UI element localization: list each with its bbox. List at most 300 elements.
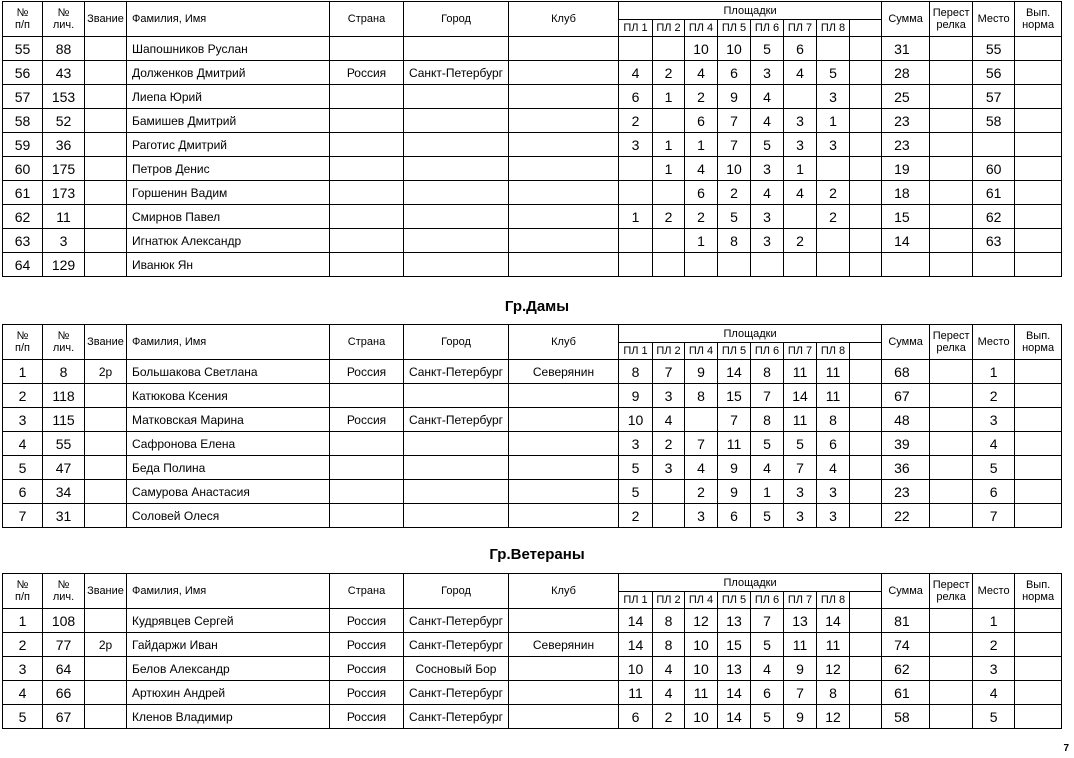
cell-court-score: 10 xyxy=(619,408,653,432)
cell-replay xyxy=(930,229,973,253)
cell-court-score xyxy=(653,181,685,205)
cell-rank xyxy=(85,705,127,729)
cell-replay xyxy=(930,408,973,432)
cell-court-score: 9 xyxy=(718,480,751,504)
cell-country xyxy=(330,432,404,456)
cell-city xyxy=(404,205,509,229)
header-row xyxy=(3,325,1062,343)
cell-court-score: 6 xyxy=(619,85,653,109)
col-header-court: ПЛ 7 xyxy=(784,592,817,609)
cell-rank xyxy=(85,61,127,85)
cell-court-score: 3 xyxy=(653,384,685,408)
cell-court-score: 5 xyxy=(817,61,850,85)
cell-city: Санкт-Петербург xyxy=(404,681,509,705)
cell-replay xyxy=(930,360,973,384)
cell-id: 88 xyxy=(43,37,85,61)
cell-court-score: 12 xyxy=(685,609,718,633)
cell-num: 5 xyxy=(3,456,43,480)
cell-num: 1 xyxy=(3,609,43,633)
cell-rank xyxy=(85,480,127,504)
cell-court-blank xyxy=(850,609,882,633)
cell-court-score: 12 xyxy=(817,705,850,729)
cell-country xyxy=(330,384,404,408)
cell-court-score: 7 xyxy=(751,384,784,408)
cell-club xyxy=(509,157,619,181)
cell-court-score: 12 xyxy=(817,657,850,681)
cell-norm xyxy=(1015,37,1062,61)
col-header-club: Клуб xyxy=(509,325,619,360)
cell-court-score: 5 xyxy=(751,432,784,456)
cell-norm xyxy=(1015,181,1062,205)
table-row xyxy=(3,384,1062,408)
col-header-place: Место xyxy=(973,574,1015,609)
col-header-court: ПЛ 7 xyxy=(784,343,817,360)
cell-replay xyxy=(930,705,973,729)
cell-court-score xyxy=(685,253,718,277)
cell-court-score: 2 xyxy=(653,205,685,229)
cell-city: Санкт-Петербург xyxy=(404,61,509,85)
cell-court-score: 6 xyxy=(718,61,751,85)
cell-court-score: 11 xyxy=(817,384,850,408)
cell-city xyxy=(404,133,509,157)
cell-num: 58 xyxy=(3,109,43,133)
cell-rank xyxy=(85,456,127,480)
cell-place: 6 xyxy=(973,480,1015,504)
cell-court-score: 6 xyxy=(751,681,784,705)
cell-court-score: 3 xyxy=(653,456,685,480)
cell-court-score: 2 xyxy=(653,432,685,456)
cell-city: Санкт-Петербург xyxy=(404,360,509,384)
cell-court-score: 10 xyxy=(619,657,653,681)
col-header-sum: Сумма xyxy=(882,2,930,37)
cell-court-score: 2 xyxy=(784,229,817,253)
cell-court-score: 14 xyxy=(619,633,653,657)
col-header-city: Город xyxy=(404,325,509,360)
cell-club xyxy=(509,109,619,133)
cell-norm xyxy=(1015,633,1062,657)
cell-court-score xyxy=(817,157,850,181)
cell-court-score: 10 xyxy=(685,37,718,61)
cell-court-score: 2 xyxy=(619,504,653,528)
col-header-name: Фамилия, Имя xyxy=(127,325,330,360)
cell-num: 2 xyxy=(3,384,43,408)
cell-num: 60 xyxy=(3,157,43,181)
cell-court-score: 3 xyxy=(784,109,817,133)
group-title-veterans: Гр.Ветераны xyxy=(489,546,585,563)
cell-id: 67 xyxy=(43,705,85,729)
cell-court-score: 4 xyxy=(751,109,784,133)
header-line-2: норма xyxy=(1022,342,1055,354)
cell-country xyxy=(330,253,404,277)
cell-city xyxy=(404,480,509,504)
results-table-main xyxy=(2,1,1062,277)
cell-court-score xyxy=(619,37,653,61)
cell-court-blank xyxy=(850,705,882,729)
cell-court-score: 7 xyxy=(653,360,685,384)
cell-court-score: 10 xyxy=(718,37,751,61)
table-row xyxy=(3,85,1062,109)
cell-court-blank xyxy=(850,229,882,253)
cell-num: 61 xyxy=(3,181,43,205)
cell-court-score: 15 xyxy=(718,633,751,657)
cell-id: 52 xyxy=(43,109,85,133)
cell-name: Шапошников Руслан xyxy=(127,37,330,61)
cell-sum: 23 xyxy=(882,109,930,133)
col-header-city: Город xyxy=(404,2,509,37)
cell-country xyxy=(330,181,404,205)
cell-court-score: 11 xyxy=(784,408,817,432)
cell-court-score: 8 xyxy=(751,360,784,384)
table-row xyxy=(3,157,1062,181)
cell-court-score: 1 xyxy=(653,85,685,109)
table-row xyxy=(3,181,1062,205)
table-row xyxy=(3,61,1062,85)
cell-place: 1 xyxy=(973,360,1015,384)
table-row xyxy=(3,360,1062,384)
cell-court-score: 4 xyxy=(685,61,718,85)
cell-norm xyxy=(1015,609,1062,633)
cell-city xyxy=(404,157,509,181)
cell-sum: 19 xyxy=(882,157,930,181)
cell-court-score: 1 xyxy=(751,480,784,504)
cell-court-score: 13 xyxy=(718,609,751,633)
cell-id: 77 xyxy=(43,633,85,657)
cell-court-score: 10 xyxy=(685,705,718,729)
cell-court-score: 4 xyxy=(653,681,685,705)
cell-city: Санкт-Петербург xyxy=(404,633,509,657)
col-header-court: ПЛ 1 xyxy=(619,20,653,37)
cell-club xyxy=(509,133,619,157)
col-header-courts: Площадки xyxy=(619,2,882,20)
cell-place: 3 xyxy=(973,408,1015,432)
cell-norm xyxy=(1015,205,1062,229)
col-header-id xyxy=(43,325,85,360)
cell-court-score: 6 xyxy=(619,705,653,729)
col-header-norm xyxy=(1015,2,1062,37)
cell-court-score: 9 xyxy=(784,705,817,729)
cell-name: Иванюк Ян xyxy=(127,253,330,277)
cell-court-score: 7 xyxy=(718,109,751,133)
cell-country xyxy=(330,109,404,133)
cell-city xyxy=(404,85,509,109)
cell-id: 153 xyxy=(43,85,85,109)
col-header-court: ПЛ 4 xyxy=(685,20,718,37)
cell-name: Бамишев Дмитрий xyxy=(127,109,330,133)
cell-court-score: 3 xyxy=(817,85,850,109)
col-header-court: ПЛ 2 xyxy=(653,343,685,360)
cell-replay xyxy=(930,157,973,181)
cell-court-score: 7 xyxy=(751,609,784,633)
table-row xyxy=(3,229,1062,253)
col-header-place: Место xyxy=(973,2,1015,37)
header-line-2: норма xyxy=(1022,19,1055,31)
cell-court-score: 6 xyxy=(718,504,751,528)
cell-country xyxy=(330,157,404,181)
cell-norm xyxy=(1015,229,1062,253)
cell-country: Россия xyxy=(330,609,404,633)
cell-place: 2 xyxy=(973,633,1015,657)
table-row xyxy=(3,681,1062,705)
cell-court-blank xyxy=(850,408,882,432)
cell-place: 60 xyxy=(973,157,1015,181)
col-header-replay xyxy=(930,325,973,360)
col-header-court: ПЛ 8 xyxy=(817,343,850,360)
col-header-court-blank xyxy=(850,343,882,360)
cell-club xyxy=(509,205,619,229)
cell-court-score: 3 xyxy=(685,504,718,528)
cell-num: 64 xyxy=(3,253,43,277)
cell-court-score: 3 xyxy=(784,133,817,157)
cell-sum: 74 xyxy=(882,633,930,657)
cell-court-score xyxy=(619,229,653,253)
cell-rank xyxy=(85,109,127,133)
cell-court-score: 1 xyxy=(653,133,685,157)
cell-court-blank xyxy=(850,37,882,61)
cell-club xyxy=(509,37,619,61)
cell-num: 56 xyxy=(3,61,43,85)
col-header-court: ПЛ 8 xyxy=(817,20,850,37)
cell-name: Горшенин Вадим xyxy=(127,181,330,205)
cell-club xyxy=(509,705,619,729)
col-header-club: Клуб xyxy=(509,2,619,37)
header-line-1: Вып. xyxy=(1025,579,1051,591)
cell-sum: 23 xyxy=(882,133,930,157)
cell-court-score: 2 xyxy=(653,705,685,729)
cell-city: Сосновый Бор xyxy=(404,657,509,681)
cell-court-score: 5 xyxy=(751,37,784,61)
cell-id: 115 xyxy=(43,408,85,432)
cell-court-score xyxy=(653,480,685,504)
col-header-court: ПЛ 1 xyxy=(619,592,653,609)
cell-country xyxy=(330,504,404,528)
cell-place xyxy=(973,133,1015,157)
col-header-name: Фамилия, Имя xyxy=(127,574,330,609)
cell-name: Беда Полина xyxy=(127,456,330,480)
cell-court-blank xyxy=(850,85,882,109)
cell-court-score: 4 xyxy=(784,181,817,205)
header-line-1: Вып. xyxy=(1025,7,1051,19)
cell-rank xyxy=(85,181,127,205)
cell-num: 3 xyxy=(3,408,43,432)
cell-club xyxy=(509,85,619,109)
cell-club: Северянин xyxy=(509,360,619,384)
cell-court-score: 3 xyxy=(751,61,784,85)
cell-num: 1 xyxy=(3,360,43,384)
cell-id: 43 xyxy=(43,61,85,85)
cell-sum: 62 xyxy=(882,657,930,681)
cell-court-score: 10 xyxy=(685,657,718,681)
header-line-1: № xyxy=(57,330,70,342)
cell-country: Россия xyxy=(330,360,404,384)
header-line-2: норма xyxy=(1022,591,1055,603)
cell-court-score: 1 xyxy=(685,133,718,157)
cell-court-score: 14 xyxy=(718,360,751,384)
header-line-2: лич. xyxy=(52,591,75,603)
cell-replay xyxy=(930,432,973,456)
cell-court-score xyxy=(653,253,685,277)
cell-country xyxy=(330,85,404,109)
cell-city xyxy=(404,384,509,408)
cell-id: 47 xyxy=(43,456,85,480)
cell-country xyxy=(330,205,404,229)
cell-court-score: 5 xyxy=(619,456,653,480)
header-line-2: лич. xyxy=(52,342,75,354)
cell-num: 62 xyxy=(3,205,43,229)
header-row xyxy=(3,574,1062,592)
cell-court-score: 4 xyxy=(751,657,784,681)
table-row xyxy=(3,657,1062,681)
col-header-replay xyxy=(930,574,973,609)
cell-court-score: 14 xyxy=(619,609,653,633)
cell-city: Санкт-Петербург xyxy=(404,705,509,729)
cell-num: 6 xyxy=(3,480,43,504)
cell-city xyxy=(404,181,509,205)
cell-court-score: 4 xyxy=(685,456,718,480)
cell-court-score: 14 xyxy=(718,681,751,705)
cell-norm xyxy=(1015,432,1062,456)
cell-rank xyxy=(85,657,127,681)
cell-court-score: 15 xyxy=(718,384,751,408)
cell-num: 2 xyxy=(3,633,43,657)
cell-id: 11 xyxy=(43,205,85,229)
cell-num: 55 xyxy=(3,37,43,61)
col-header-num xyxy=(3,2,43,37)
col-header-norm xyxy=(1015,325,1062,360)
cell-court-score: 5 xyxy=(784,432,817,456)
cell-court-score xyxy=(685,408,718,432)
cell-court-score: 4 xyxy=(653,408,685,432)
cell-replay xyxy=(930,253,973,277)
cell-court-score: 6 xyxy=(685,109,718,133)
cell-court-score: 5 xyxy=(751,504,784,528)
col-header-court: ПЛ 7 xyxy=(784,20,817,37)
cell-norm xyxy=(1015,133,1062,157)
cell-court-score xyxy=(653,109,685,133)
header-line-2: п/п xyxy=(15,19,30,31)
header-line-1: Перест xyxy=(932,7,970,19)
cell-sum: 31 xyxy=(882,37,930,61)
cell-city xyxy=(404,456,509,480)
cell-court-blank xyxy=(850,633,882,657)
cell-sum: 68 xyxy=(882,360,930,384)
cell-club xyxy=(509,181,619,205)
cell-country xyxy=(330,456,404,480)
col-header-id xyxy=(43,2,85,37)
cell-sum: 61 xyxy=(882,681,930,705)
cell-rank xyxy=(85,253,127,277)
col-header-country: Страна xyxy=(330,2,404,37)
table-row xyxy=(3,253,1062,277)
cell-court-score xyxy=(784,205,817,229)
col-header-court: ПЛ 5 xyxy=(718,20,751,37)
cell-court-score: 8 xyxy=(685,384,718,408)
table-row xyxy=(3,456,1062,480)
cell-court-score xyxy=(619,253,653,277)
cell-club xyxy=(509,480,619,504)
cell-court-score xyxy=(619,157,653,181)
cell-sum: 36 xyxy=(882,456,930,480)
cell-court-score: 2 xyxy=(817,205,850,229)
cell-place: 56 xyxy=(973,61,1015,85)
cell-num: 59 xyxy=(3,133,43,157)
col-header-court: ПЛ 4 xyxy=(685,592,718,609)
cell-court-score: 1 xyxy=(817,109,850,133)
cell-sum: 23 xyxy=(882,480,930,504)
cell-replay xyxy=(930,37,973,61)
cell-court-score: 1 xyxy=(653,157,685,181)
cell-norm xyxy=(1015,681,1062,705)
cell-replay xyxy=(930,609,973,633)
cell-court-score: 10 xyxy=(685,633,718,657)
cell-place: 58 xyxy=(973,109,1015,133)
cell-court-score: 7 xyxy=(784,456,817,480)
col-header-place: Место xyxy=(973,325,1015,360)
header-row xyxy=(3,2,1062,20)
col-header-rank: Звание xyxy=(85,325,127,360)
cell-country: Россия xyxy=(330,61,404,85)
cell-name: Катюкова Ксения xyxy=(127,384,330,408)
col-header-court: ПЛ 1 xyxy=(619,343,653,360)
cell-court-score: 4 xyxy=(817,456,850,480)
cell-court-score: 8 xyxy=(718,229,751,253)
cell-club xyxy=(509,408,619,432)
cell-rank: 2р xyxy=(85,360,127,384)
cell-court-score: 11 xyxy=(685,681,718,705)
cell-norm xyxy=(1015,85,1062,109)
group-title-ladies: Гр.Дамы xyxy=(504,298,570,315)
cell-city xyxy=(404,109,509,133)
cell-sum: 18 xyxy=(882,181,930,205)
cell-court-blank xyxy=(850,181,882,205)
col-header-court: ПЛ 5 xyxy=(718,592,751,609)
cell-name: Кленов Владимир xyxy=(127,705,330,729)
header-line-1: № xyxy=(16,579,29,591)
cell-place: 62 xyxy=(973,205,1015,229)
cell-id: 129 xyxy=(43,253,85,277)
header-line-2: п/п xyxy=(15,591,30,603)
cell-court-score: 4 xyxy=(685,157,718,181)
cell-court-score: 9 xyxy=(619,384,653,408)
cell-court-score: 2 xyxy=(685,205,718,229)
cell-replay xyxy=(930,504,973,528)
header-line-1: Вып. xyxy=(1025,330,1051,342)
table-row xyxy=(3,37,1062,61)
col-header-norm xyxy=(1015,574,1062,609)
col-header-court-blank xyxy=(850,20,882,37)
cell-country xyxy=(330,37,404,61)
cell-court-score: 1 xyxy=(784,157,817,181)
cell-court-score: 11 xyxy=(619,681,653,705)
col-header-court: ПЛ 6 xyxy=(751,592,784,609)
col-header-courts: Площадки xyxy=(619,325,882,343)
cell-club xyxy=(509,609,619,633)
cell-name: Раготис Дмитрий xyxy=(127,133,330,157)
col-header-country: Страна xyxy=(330,325,404,360)
cell-rank xyxy=(85,609,127,633)
table-row xyxy=(3,133,1062,157)
cell-place xyxy=(973,253,1015,277)
cell-place: 3 xyxy=(973,657,1015,681)
cell-city xyxy=(404,504,509,528)
cell-court-score: 2 xyxy=(817,181,850,205)
cell-court-blank xyxy=(850,61,882,85)
cell-place: 61 xyxy=(973,181,1015,205)
cell-city xyxy=(404,229,509,253)
col-header-sum: Сумма xyxy=(882,325,930,360)
cell-court-score: 4 xyxy=(653,657,685,681)
cell-court-score: 4 xyxy=(751,456,784,480)
cell-name: Гайдаржи Иван xyxy=(127,633,330,657)
